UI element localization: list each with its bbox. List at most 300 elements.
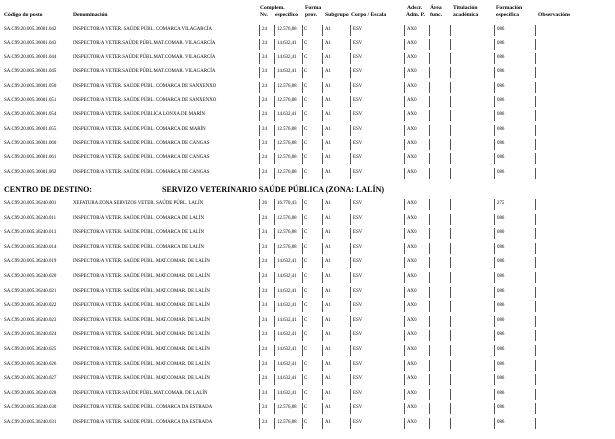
cell-comp: 12.576,88 <box>277 98 297 103</box>
cell-corpo: ESV <box>353 347 363 352</box>
cell-code: SA.C99.20.005.36240.030 <box>4 405 57 411</box>
column-divider <box>350 96 351 107</box>
cell-name: INSPECTOR/A VETER. SAÚDE PÚBL. COMARCA DE CANGAS <box>73 155 210 161</box>
cell-code: SA.C99.20.005.36240.022 <box>4 303 57 309</box>
column-divider <box>404 96 405 107</box>
cell-name: INSPECTOR/A VETER. SAÚDE PÚBL. MAT.COMAR. DE LALÍN <box>73 361 210 367</box>
cell-comp: 12.576,88 <box>277 230 297 236</box>
column-divider <box>535 139 536 150</box>
cell-comp: 12.576,88 <box>277 244 297 250</box>
cell-code: SA.C99.20.005.36001.054 <box>4 112 57 118</box>
column-divider <box>404 389 405 400</box>
cell-nv: 24 <box>262 26 267 32</box>
cell-code: SA.C99.20.005.36001.062 <box>4 169 57 175</box>
column-divider <box>259 345 260 356</box>
column-divider <box>350 53 351 64</box>
column-divider <box>450 272 451 283</box>
column-divider <box>350 110 351 121</box>
cell-adscr: AX0 <box>407 405 417 411</box>
cell-comp: 14.632,41 <box>277 332 297 338</box>
cell-fp: C <box>304 112 308 118</box>
column-divider <box>302 272 303 283</box>
cell-form: 086 <box>497 83 505 89</box>
cell-nv: 24 <box>262 244 267 250</box>
column-divider <box>535 110 536 121</box>
cell-corpo: ESV <box>353 376 363 382</box>
cell-sub: A1 <box>325 405 331 411</box>
cell-sub: A1 <box>325 126 331 132</box>
column-divider <box>322 214 323 225</box>
cell-code: SA.C99.20.005.36240.028 <box>4 390 57 396</box>
cell-form: 086 <box>497 420 505 425</box>
column-divider <box>274 374 275 385</box>
column-divider <box>535 96 536 107</box>
column-divider <box>322 53 323 64</box>
column-divider <box>429 228 430 239</box>
cell-code: SA.C99.20.005.36240.021 <box>4 288 57 294</box>
column-divider <box>450 403 451 414</box>
cell-sub: A1 <box>325 332 331 338</box>
cell-nv: 24 <box>262 215 267 221</box>
cell-sub: A1 <box>325 169 331 175</box>
cell-nv: 24 <box>262 347 267 352</box>
column-divider <box>302 301 303 312</box>
cell-corpo: ESV <box>353 201 363 206</box>
cell-sub: A1 <box>325 244 331 250</box>
cell-comp: 14.632,41 <box>277 55 297 61</box>
cell-sub: A1 <box>325 376 331 382</box>
column-divider <box>322 110 323 121</box>
column-divider <box>494 403 495 414</box>
column-divider <box>350 243 351 254</box>
cell-adscr: AX0 <box>407 361 417 367</box>
cell-comp: 14.632,41 <box>277 274 297 279</box>
column-divider <box>259 199 260 210</box>
column-divider <box>274 214 275 225</box>
cell-corpo: ESV <box>353 140 363 146</box>
cell-corpo: ESV <box>353 98 363 103</box>
column-divider <box>274 25 275 36</box>
cell-nv: 24 <box>262 83 267 89</box>
table-row <box>0 80 615 95</box>
column-divider <box>535 243 536 254</box>
column-divider <box>302 67 303 78</box>
cell-fp: C <box>304 126 308 132</box>
cell-fp: C <box>304 332 308 338</box>
cell-sub: A1 <box>325 274 331 279</box>
cell-code: SA.C99.20.005.36001.045 <box>4 69 57 75</box>
cell-name: INSPECTOR/A VETER. SAÚDE PÚBL. MAT.COMAR. DE LALÍN <box>73 303 210 309</box>
header-formacion-1: Formación <box>496 5 523 11</box>
column-divider <box>259 228 260 239</box>
column-divider <box>494 39 495 50</box>
cell-corpo: ESV <box>353 420 363 425</box>
cell-form: 086 <box>497 69 505 75</box>
column-divider <box>259 403 260 414</box>
cell-form: 086 <box>497 361 505 367</box>
cell-corpo: ESV <box>353 274 363 279</box>
column-divider <box>274 418 275 429</box>
column-divider <box>535 257 536 268</box>
cell-sub: A1 <box>325 26 331 32</box>
cell-fp: C <box>304 303 308 309</box>
column-divider <box>535 214 536 225</box>
column-divider <box>404 257 405 268</box>
header-forma-2: prov. <box>305 12 318 18</box>
column-divider <box>429 243 430 254</box>
cell-form: 275 <box>497 201 505 206</box>
column-divider <box>322 168 323 179</box>
column-divider <box>350 403 351 414</box>
column-divider <box>274 403 275 414</box>
cell-sub: A1 <box>325 347 331 352</box>
column-divider <box>494 272 495 283</box>
column-divider <box>259 316 260 327</box>
cell-fp: C <box>304 390 308 396</box>
table-row <box>0 328 615 343</box>
cell-comp: 14.632,41 <box>277 69 297 75</box>
cell-comp: 12.576,88 <box>277 169 297 175</box>
table-row <box>0 285 615 300</box>
cell-form: 086 <box>497 317 505 323</box>
cell-nv: 24 <box>262 55 267 61</box>
cell-name: INSPECTOR/A VETER. SAÚDE PÚBL. MAT.COMAR. DE LALÍN <box>73 332 210 338</box>
column-divider <box>429 139 430 150</box>
column-divider <box>429 53 430 64</box>
column-divider <box>259 272 260 283</box>
column-divider <box>450 168 451 179</box>
cell-nv: 24 <box>262 317 267 323</box>
cell-sub: A1 <box>325 361 331 367</box>
table-row <box>0 94 615 109</box>
cell-form: 086 <box>497 303 505 309</box>
column-divider <box>450 316 451 327</box>
cell-corpo: ESV <box>353 26 363 32</box>
cell-form: 086 <box>497 112 505 118</box>
column-divider <box>494 214 495 225</box>
cell-adscr: AX0 <box>407 140 417 146</box>
cell-corpo: ESV <box>353 405 363 411</box>
cell-comp: 14.632,41 <box>277 259 297 265</box>
column-divider <box>429 257 430 268</box>
cell-name: INSPECTOR/A VETER.SAÚDE PÚBL.MAT.COMAR. VILAGARCÍA <box>73 40 216 46</box>
cell-nv: 24 <box>262 69 267 75</box>
cell-nv: 24 <box>262 274 267 279</box>
cell-name: INSPECTOR/A VETER.SAÚDE PÚBL.MAT.COMAR. VILAGARCÍA <box>73 69 216 75</box>
column-divider <box>274 199 275 210</box>
table-row <box>0 166 615 181</box>
cell-nv: 24 <box>262 405 267 411</box>
column-divider <box>404 168 405 179</box>
column-divider <box>450 228 451 239</box>
column-divider <box>350 168 351 179</box>
column-divider <box>429 389 430 400</box>
column-divider <box>450 139 451 150</box>
column-divider <box>274 243 275 254</box>
cell-code: SA.C99.20.005.36240.031 <box>4 420 57 425</box>
column-divider <box>322 257 323 268</box>
column-divider <box>404 243 405 254</box>
cell-nv: 24 <box>262 140 267 146</box>
table-row <box>0 37 615 52</box>
column-divider <box>302 110 303 121</box>
cell-corpo: ESV <box>353 230 363 236</box>
column-divider <box>429 330 430 341</box>
column-divider <box>274 316 275 327</box>
cell-nv: 24 <box>262 288 267 294</box>
column-divider <box>494 25 495 36</box>
cell-name: INSPECTOR/A VETER. SAÚDE PÚBL. COMARCA DE LALÍN <box>73 230 205 236</box>
cell-adscr: AX0 <box>407 420 417 425</box>
column-divider <box>259 67 260 78</box>
cell-code: SA.C99.20.005.36240.014 <box>4 244 57 250</box>
cell-comp: 16.770,43 <box>277 201 297 206</box>
cell-nv: 24 <box>262 112 267 118</box>
column-divider <box>274 389 275 400</box>
cell-name: INSPECTOR/A VETER. SAÚDE PÚBLICA LONXA DE MARÍN <box>73 112 206 118</box>
cell-name: INSPECTOR/A VETER. SAÚDE PÚBL. MAT.COMAR. DE LALÍN <box>73 274 210 279</box>
column-divider <box>259 389 260 400</box>
table-row <box>0 151 615 166</box>
table-row <box>0 123 615 138</box>
column-divider <box>494 316 495 327</box>
cell-sub: A1 <box>325 69 331 75</box>
cell-sub: A1 <box>325 317 331 323</box>
column-divider <box>494 418 495 429</box>
column-divider <box>302 153 303 164</box>
cell-corpo: ESV <box>353 169 363 175</box>
column-divider <box>302 316 303 327</box>
column-divider <box>429 168 430 179</box>
cell-name: INSPECTOR/A VETER. SAÚDE PÚBL. COMARCA DE CANGAS <box>73 169 210 175</box>
column-divider <box>450 199 451 210</box>
column-divider <box>404 316 405 327</box>
column-divider <box>274 67 275 78</box>
column-divider <box>274 125 275 136</box>
column-divider <box>322 25 323 36</box>
cell-adscr: AX0 <box>407 376 417 382</box>
cell-form: 086 <box>497 259 505 265</box>
column-divider <box>259 125 260 136</box>
cell-form: 086 <box>497 55 505 61</box>
column-divider <box>429 374 430 385</box>
cell-sub: A1 <box>325 112 331 118</box>
cell-comp: 14.632,41 <box>277 376 297 382</box>
column-divider <box>450 53 451 64</box>
header-titulacion-2: académica <box>453 12 479 18</box>
cell-adscr: AX0 <box>407 244 417 250</box>
column-divider <box>322 67 323 78</box>
column-divider <box>302 82 303 93</box>
cell-comp: 12.576,88 <box>277 140 297 146</box>
cell-nv: 24 <box>262 155 267 161</box>
column-divider <box>274 287 275 298</box>
cell-fp: C <box>304 405 308 411</box>
cell-adscr: AX0 <box>407 40 417 46</box>
header-observacions: Observacións <box>538 12 571 18</box>
column-divider <box>274 272 275 283</box>
cell-sub: A1 <box>325 140 331 146</box>
cell-corpo: ESV <box>353 215 363 221</box>
column-divider <box>302 168 303 179</box>
cell-comp: 14.632,41 <box>277 40 297 46</box>
cell-name: INSPECTOR/A VETER. SAÚDE PÚBL. MAT.COMAR. DE LALÍN <box>73 317 210 323</box>
column-divider <box>274 257 275 268</box>
table-row <box>0 255 615 270</box>
column-divider <box>259 214 260 225</box>
column-divider <box>429 39 430 50</box>
cell-nv: 24 <box>262 420 267 425</box>
cell-name: INSPECTOR/A VETER. SAÚDE PÚBL. MAT.COMAR. DE LALÍN <box>73 259 210 265</box>
column-divider <box>450 153 451 164</box>
column-divider <box>259 139 260 150</box>
column-divider <box>322 301 323 312</box>
cell-fp: C <box>304 55 308 61</box>
table-row <box>0 241 615 256</box>
cell-adscr: AX0 <box>407 215 417 221</box>
column-divider <box>429 82 430 93</box>
column-divider <box>302 214 303 225</box>
column-divider <box>535 287 536 298</box>
cell-adscr: AX0 <box>407 317 417 323</box>
cell-fp: C <box>304 40 308 46</box>
cell-code: SA.C99.20.005.36240.023 <box>4 317 57 323</box>
header-forma-1: Forma <box>305 5 322 11</box>
column-divider <box>535 345 536 356</box>
column-divider <box>404 228 405 239</box>
cell-adscr: AX0 <box>407 288 417 294</box>
cell-corpo: ESV <box>353 55 363 61</box>
table-row <box>0 137 615 152</box>
cell-corpo: ESV <box>353 317 363 323</box>
cell-adscr: AX0 <box>407 169 417 175</box>
column-divider <box>322 272 323 283</box>
column-divider <box>429 125 430 136</box>
cell-corpo: ESV <box>353 155 363 161</box>
column-divider <box>535 374 536 385</box>
column-divider <box>404 272 405 283</box>
column-divider <box>429 199 430 210</box>
column-divider <box>322 139 323 150</box>
cell-fp: C <box>304 361 308 367</box>
header-codigo: Código do posto <box>4 12 43 18</box>
column-divider <box>274 360 275 371</box>
cell-sub: A1 <box>325 83 331 89</box>
column-divider <box>404 25 405 36</box>
cell-comp: 12.576,88 <box>277 405 297 411</box>
cell-sub: A1 <box>325 55 331 61</box>
table-row <box>0 108 615 123</box>
cell-form: 086 <box>497 230 505 236</box>
column-divider <box>274 153 275 164</box>
cell-corpo: ESV <box>353 40 363 46</box>
column-divider <box>494 82 495 93</box>
table-row <box>0 212 615 227</box>
column-divider <box>259 39 260 50</box>
column-divider <box>535 39 536 50</box>
column-divider <box>259 374 260 385</box>
cell-name: INSPECTOR/A VETER. SAÚDE PÚBL. COMARCA DE MARÍN <box>73 126 206 132</box>
cell-comp: 12.576,88 <box>277 126 297 132</box>
table-row <box>0 51 615 66</box>
column-divider <box>535 330 536 341</box>
column-divider <box>494 243 495 254</box>
column-divider <box>274 39 275 50</box>
column-divider <box>404 418 405 429</box>
column-divider <box>535 125 536 136</box>
column-divider <box>494 257 495 268</box>
table-row <box>0 372 615 387</box>
cell-name: INSPECTOR/A VETER. SAÚDE PÚBL. COMARCA DE LALÍN <box>73 244 205 250</box>
cell-name: INSPECTOR/A VETER. SAÚDE PÚBL. MAT.COMAR. DE LALÍN <box>73 288 210 294</box>
cell-comp: 12.576,88 <box>277 26 297 32</box>
column-divider <box>494 301 495 312</box>
table-row <box>0 197 615 212</box>
column-divider <box>450 110 451 121</box>
column-divider <box>404 214 405 225</box>
column-divider <box>302 96 303 107</box>
column-divider <box>450 96 451 107</box>
cell-form: 086 <box>497 288 505 294</box>
column-divider <box>259 53 260 64</box>
column-divider <box>259 330 260 341</box>
column-divider <box>494 168 495 179</box>
column-divider <box>302 199 303 210</box>
cell-fp: C <box>304 317 308 323</box>
cell-name: INSPECTOR/A VETER.SAÚDE PÚBL.MAT.COMAR. DE LALÍN <box>73 390 208 396</box>
column-divider <box>429 153 430 164</box>
cell-adscr: AX0 <box>407 26 417 32</box>
cell-code: SA.C99.20.005.36001.043 <box>4 40 57 46</box>
cell-form: 086 <box>497 155 505 161</box>
column-divider <box>404 403 405 414</box>
column-divider <box>535 53 536 64</box>
cell-adscr: AX0 <box>407 83 417 89</box>
column-divider <box>302 53 303 64</box>
cell-code: SA.C99.20.005.36001.051 <box>4 98 57 103</box>
column-divider <box>302 287 303 298</box>
cell-adscr: AX0 <box>407 230 417 236</box>
cell-form: 086 <box>497 26 505 32</box>
column-divider <box>450 345 451 356</box>
cell-adscr: AX0 <box>407 347 417 352</box>
column-divider <box>350 301 351 312</box>
column-divider <box>259 257 260 268</box>
cell-sub: A1 <box>325 215 331 221</box>
cell-comp: 14.632,41 <box>277 112 297 118</box>
column-divider <box>322 374 323 385</box>
header-titulacion-1: Titulación <box>453 5 478 11</box>
cell-form: 086 <box>497 169 505 175</box>
column-divider <box>535 301 536 312</box>
cell-code: SA.C99.20.005.36240.020 <box>4 274 57 279</box>
column-divider <box>429 67 430 78</box>
cell-name: INSPECTOR/A VETER. SAÚDE PÚBL. COMARCA DA ESTRADA <box>73 405 213 411</box>
cell-sub: A1 <box>325 303 331 309</box>
column-divider <box>494 153 495 164</box>
column-divider <box>404 39 405 50</box>
column-divider <box>322 403 323 414</box>
cell-adscr: AX0 <box>407 274 417 279</box>
column-divider <box>322 316 323 327</box>
column-divider <box>494 389 495 400</box>
header-complem-1: Complem. <box>260 5 285 11</box>
cell-adscr: AX0 <box>407 112 417 118</box>
cell-sub: A1 <box>325 390 331 396</box>
cell-nv: 24 <box>262 332 267 338</box>
cell-nv: 24 <box>262 259 267 265</box>
column-divider <box>450 67 451 78</box>
